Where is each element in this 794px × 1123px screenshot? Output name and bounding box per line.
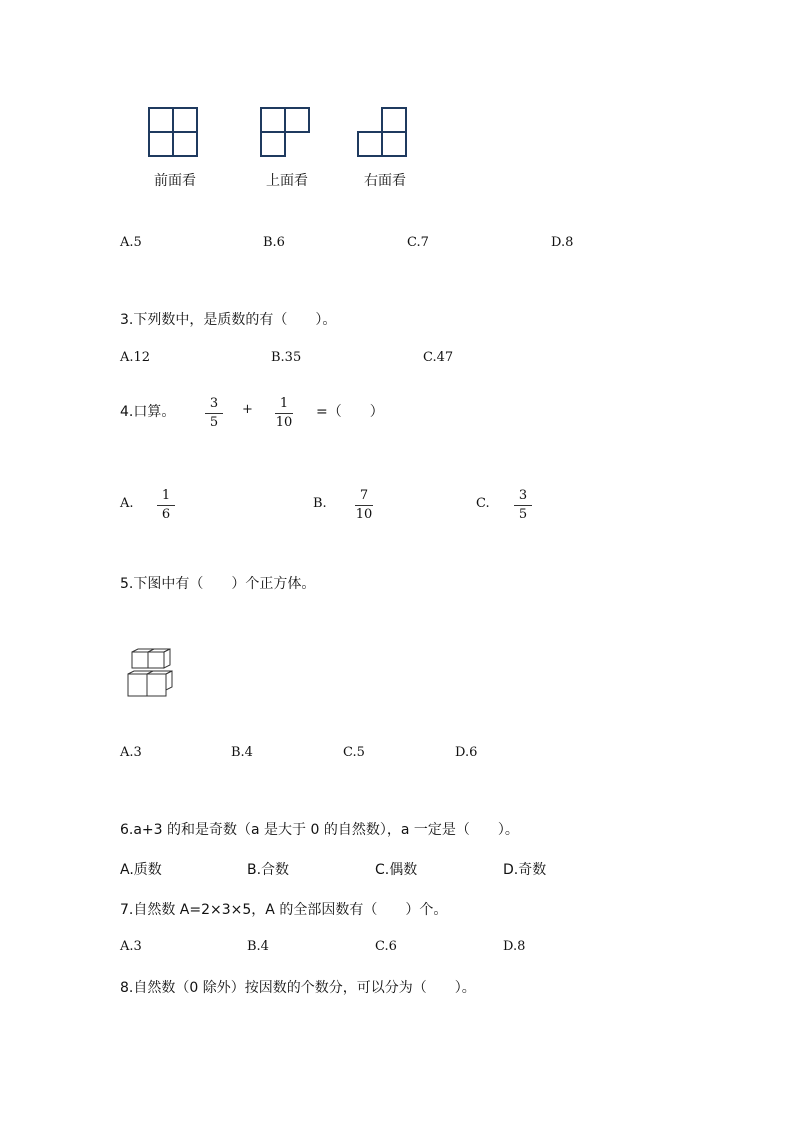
q7-question: 7.自然数 A=2×3×5，A 的全部因数有（ ）个。: [120, 902, 448, 918]
fraction-numerator: 3: [209, 396, 219, 411]
fraction-numerator: 3: [518, 488, 528, 503]
q2-option-a: A.5: [120, 235, 142, 250]
fraction-numerator: 1: [279, 396, 289, 411]
q4-prefix: 4.口算。: [120, 404, 176, 420]
fraction-denominator: 10: [275, 415, 293, 430]
q5-question: 5.下图中有（ ）个正方体。: [120, 576, 316, 592]
right-view-diagram: [354, 106, 410, 158]
q3-option-c: C.47: [423, 350, 454, 365]
q2-option-b: B.6: [263, 235, 285, 250]
fraction-denominator: 10: [355, 507, 373, 522]
q4-suffix: =（ ）: [316, 404, 384, 420]
q8-question: 8.自然数（0 除外）按因数的个数分，可以分为（ ）。: [120, 980, 476, 996]
q6-option-c: C.偶数: [375, 862, 418, 878]
q4-plus-sign: +: [242, 402, 253, 417]
q4-option-a-label: A.: [120, 496, 134, 511]
front-view-diagram: [146, 106, 200, 158]
q7-option-a: A.3: [120, 939, 142, 954]
q4-fraction-1: [203, 396, 225, 431]
q7-option-c: C.6: [375, 939, 397, 954]
q4-option-c-label: C.: [476, 496, 490, 511]
q4-fraction-2: [273, 396, 295, 431]
q3-option-b: B.35: [271, 350, 302, 365]
q6-option-d: D.奇数: [503, 862, 547, 878]
top-view-diagram: [258, 106, 312, 158]
q4-option-b-fraction: [353, 488, 375, 523]
q3-question: 3.下列数中，是质数的有（ ）。: [120, 312, 337, 328]
q5-option-d: D.6: [455, 745, 478, 760]
q4-option-b-label: B.: [313, 496, 327, 511]
q2-option-c: C.7: [407, 235, 429, 250]
q3-option-a: A.12: [120, 350, 151, 365]
q6-option-a: A.质数: [120, 862, 162, 878]
q6-question: 6.a+3 的和是奇数（a 是大于 0 的自然数），a 一定是（ ）。: [120, 822, 519, 838]
q7-option-d: D.8: [503, 939, 526, 954]
fraction-denominator: 6: [161, 507, 171, 522]
fraction-numerator: 7: [359, 488, 369, 503]
q4-option-a-fraction: [155, 488, 177, 523]
q4-option-c-fraction: [512, 488, 534, 523]
right-view-label: 右面看: [364, 173, 406, 189]
fraction-denominator: 5: [518, 507, 528, 522]
q5-option-c: C.5: [343, 745, 365, 760]
top-view-label: 上面看: [266, 173, 308, 189]
stacked-cubes-diagram: [124, 648, 174, 698]
q5-option-a: A.3: [120, 745, 142, 760]
fraction-denominator: 5: [209, 415, 219, 430]
q6-option-b: B.合数: [247, 862, 290, 878]
front-view-label: 前面看: [154, 173, 196, 189]
q7-option-b: B.4: [247, 939, 269, 954]
fraction-numerator: 1: [161, 488, 171, 503]
q5-option-b: B.4: [231, 745, 253, 760]
q2-option-d: D.8: [551, 235, 574, 250]
